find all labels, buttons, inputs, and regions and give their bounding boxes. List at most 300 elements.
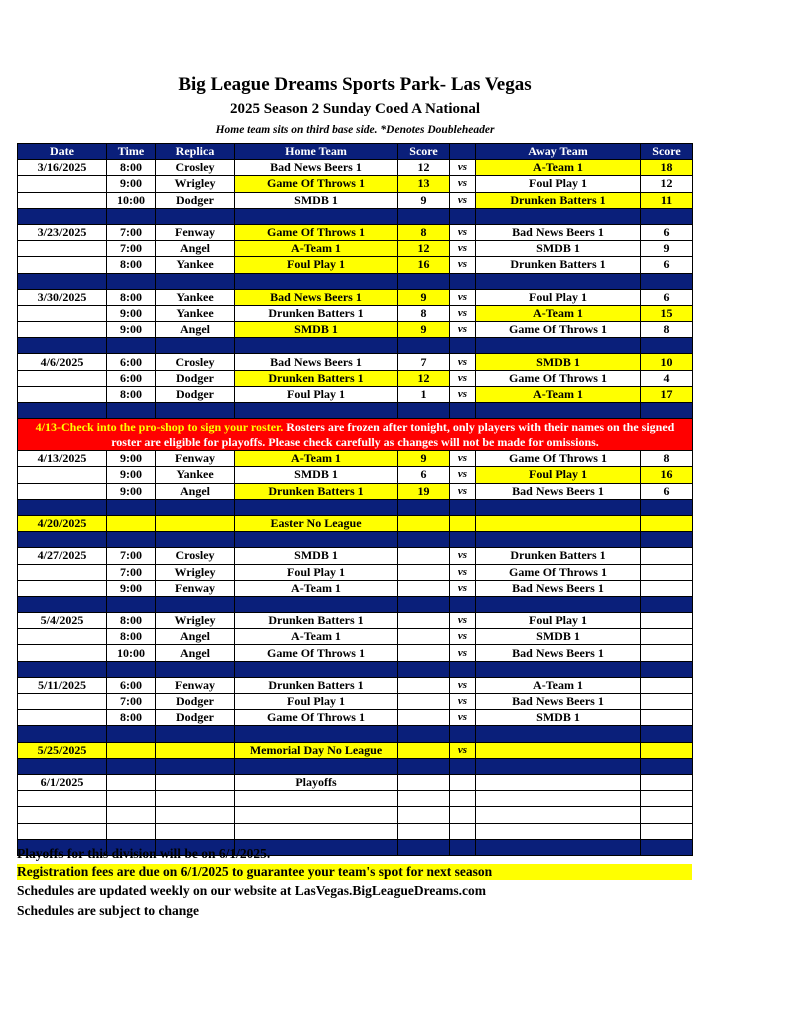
game-row xyxy=(18,483,693,499)
away-score-cell: 10 xyxy=(641,354,693,370)
home-team-cell xyxy=(235,823,398,839)
separator-cell xyxy=(450,758,476,774)
date-cell xyxy=(18,823,107,839)
away-team-cell: Bad News Beers 1 xyxy=(476,645,641,661)
time-cell: 8:00 xyxy=(107,257,156,273)
game-row xyxy=(18,289,693,305)
separator-cell xyxy=(107,758,156,774)
date-cell: 5/25/2025 xyxy=(18,742,107,758)
away-team-cell: A-Team 1 xyxy=(476,160,641,176)
time-cell: 10:00 xyxy=(107,192,156,208)
away-score-cell: 6 xyxy=(641,289,693,305)
away-score-cell: 4 xyxy=(641,370,693,386)
separator-cell xyxy=(476,839,641,855)
date-cell: 4/6/2025 xyxy=(18,354,107,370)
separator-cell xyxy=(398,338,450,354)
schedule-table xyxy=(17,143,693,856)
time-cell: 9:00 xyxy=(107,467,156,483)
away-team-cell: Foul Play 1 xyxy=(476,176,641,192)
separator-cell xyxy=(156,596,235,612)
away-team-cell: Drunken Batters 1 xyxy=(476,548,641,564)
away-score-cell xyxy=(641,791,693,807)
week-separator-row xyxy=(18,403,693,419)
week-separator-row xyxy=(18,758,693,774)
away-team-cell: Game Of Throws 1 xyxy=(476,451,641,467)
home-score-cell: 19 xyxy=(398,483,450,499)
seating-note: Home team sits on third base side. *Denotes Doubleheader xyxy=(215,124,495,136)
replica-cell: Fenway xyxy=(156,677,235,693)
col-header-time: Time xyxy=(107,144,156,160)
separator-cell xyxy=(398,532,450,548)
away-team-cell: SMDB 1 xyxy=(476,241,641,257)
home-team-cell: Drunken Batters 1 xyxy=(235,677,398,693)
replica-cell: Fenway xyxy=(156,451,235,467)
game-row xyxy=(18,807,693,823)
col-header-vs xyxy=(450,144,476,160)
game-row xyxy=(18,645,693,661)
game-row xyxy=(18,467,693,483)
away-score-cell: 6 xyxy=(641,224,693,240)
separator-cell xyxy=(641,338,693,354)
home-score-cell xyxy=(398,710,450,726)
home-team-cell: Drunken Batters 1 xyxy=(235,305,398,321)
vs-cell: vs xyxy=(450,176,476,192)
game-row xyxy=(18,629,693,645)
date-cell xyxy=(18,176,107,192)
separator-cell xyxy=(641,726,693,742)
week-separator-row xyxy=(18,532,693,548)
separator-cell xyxy=(18,208,107,224)
replica-cell: Fenway xyxy=(156,580,235,596)
away-team-cell: SMDB 1 xyxy=(476,710,641,726)
vs-cell: vs xyxy=(450,694,476,710)
vs-cell: vs xyxy=(450,645,476,661)
home-score-cell: 8 xyxy=(398,305,450,321)
separator-cell xyxy=(107,338,156,354)
vs-cell: vs xyxy=(450,467,476,483)
home-team-cell: SMDB 1 xyxy=(235,467,398,483)
separator-cell xyxy=(235,403,398,419)
separator-cell xyxy=(235,499,398,515)
date-cell xyxy=(18,370,107,386)
home-team-cell xyxy=(235,791,398,807)
separator-cell xyxy=(18,661,107,677)
separator-cell xyxy=(156,403,235,419)
replica-cell: Dodger xyxy=(156,370,235,386)
game-row xyxy=(18,192,693,208)
home-score-cell: 9 xyxy=(398,322,450,338)
away-score-cell xyxy=(641,580,693,596)
separator-cell xyxy=(235,273,398,289)
week-separator-row xyxy=(18,208,693,224)
week-separator-row xyxy=(18,661,693,677)
game-row xyxy=(18,370,693,386)
away-score-cell: 9 xyxy=(641,241,693,257)
date-cell xyxy=(18,322,107,338)
home-score-cell: 12 xyxy=(398,241,450,257)
away-score-cell: 8 xyxy=(641,322,693,338)
time-cell xyxy=(107,823,156,839)
home-team-cell: SMDB 1 xyxy=(235,548,398,564)
vs-cell: vs xyxy=(450,305,476,321)
home-team-cell: SMDB 1 xyxy=(235,192,398,208)
home-score-cell: 12 xyxy=(398,160,450,176)
time-cell: 7:00 xyxy=(107,548,156,564)
home-score-cell xyxy=(398,629,450,645)
away-team-cell: Bad News Beers 1 xyxy=(476,694,641,710)
replica-cell: Crosley xyxy=(156,160,235,176)
home-team-cell: Bad News Beers 1 xyxy=(235,289,398,305)
separator-cell xyxy=(18,403,107,419)
game-row xyxy=(18,613,693,629)
away-score-cell xyxy=(641,515,693,531)
home-team-cell: A-Team 1 xyxy=(235,629,398,645)
replica-cell: Dodger xyxy=(156,192,235,208)
separator-cell xyxy=(398,499,450,515)
away-team-cell: Game Of Throws 1 xyxy=(476,564,641,580)
time-cell: 8:00 xyxy=(107,710,156,726)
date-cell xyxy=(18,580,107,596)
game-row xyxy=(18,548,693,564)
replica-cell: Wrigley xyxy=(156,564,235,580)
separator-cell xyxy=(641,208,693,224)
home-score-cell xyxy=(398,515,450,531)
date-cell xyxy=(18,305,107,321)
separator-cell xyxy=(398,596,450,612)
playoffs-note: Playoffs for this division will be on 6/1/2025. xyxy=(17,846,271,861)
home-score-cell xyxy=(398,580,450,596)
time-cell xyxy=(107,807,156,823)
separator-cell xyxy=(398,208,450,224)
date-cell xyxy=(18,645,107,661)
page-subtitle: 2025 Season 2 Sunday Coed A National xyxy=(229,101,481,117)
col-header-away-score: Score xyxy=(641,144,693,160)
separator-cell xyxy=(450,839,476,855)
home-team-cell: Game Of Throws 1 xyxy=(235,176,398,192)
week-separator-row xyxy=(18,338,693,354)
time-cell: 7:00 xyxy=(107,224,156,240)
website-note: Schedules are updated weekly on our website at LasVegas.BigLeagueDreams.com xyxy=(17,883,487,898)
away-score-cell xyxy=(641,694,693,710)
game-row xyxy=(18,257,693,273)
separator-cell xyxy=(156,532,235,548)
roster-notice xyxy=(18,419,693,451)
home-score-cell: 9 xyxy=(398,192,450,208)
date-cell xyxy=(18,710,107,726)
separator-cell xyxy=(450,273,476,289)
time-cell: 6:00 xyxy=(107,354,156,370)
separator-cell xyxy=(107,726,156,742)
change-note: Schedules are subject to change xyxy=(17,903,199,918)
special-day-row xyxy=(18,742,693,758)
registration-note: Registration fees are due on 6/1/2025 to guarantee your team's spot for next season xyxy=(17,864,692,880)
replica-cell xyxy=(156,791,235,807)
separator-cell xyxy=(235,532,398,548)
home-team-cell: Playoffs xyxy=(235,774,398,790)
separator-cell xyxy=(398,726,450,742)
home-team-cell: A-Team 1 xyxy=(235,451,398,467)
away-team-cell xyxy=(476,823,641,839)
vs-cell xyxy=(450,807,476,823)
away-score-cell: 11 xyxy=(641,192,693,208)
date-cell xyxy=(18,564,107,580)
date-cell xyxy=(18,241,107,257)
separator-cell xyxy=(18,273,107,289)
col-header-home-score: Score xyxy=(398,144,450,160)
separator-cell xyxy=(18,532,107,548)
vs-cell: vs xyxy=(450,257,476,273)
separator-cell xyxy=(450,661,476,677)
time-cell: 8:00 xyxy=(107,160,156,176)
home-score-cell: 9 xyxy=(398,451,450,467)
vs-cell: vs xyxy=(450,386,476,402)
away-team-cell: SMDB 1 xyxy=(476,354,641,370)
home-team-cell: Bad News Beers 1 xyxy=(235,160,398,176)
home-score-cell: 8 xyxy=(398,224,450,240)
away-score-cell xyxy=(641,710,693,726)
home-score-cell: 1 xyxy=(398,386,450,402)
vs-cell: vs xyxy=(450,354,476,370)
game-row xyxy=(18,451,693,467)
vs-cell xyxy=(450,774,476,790)
time-cell: 8:00 xyxy=(107,629,156,645)
vs-cell: vs xyxy=(450,160,476,176)
date-cell xyxy=(18,483,107,499)
time-cell: 8:00 xyxy=(107,386,156,402)
separator-cell xyxy=(398,661,450,677)
separator-cell xyxy=(641,661,693,677)
table-header-row xyxy=(18,144,693,160)
away-score-cell xyxy=(641,677,693,693)
separator-cell xyxy=(476,338,641,354)
replica-cell: Crosley xyxy=(156,354,235,370)
replica-cell: Angel xyxy=(156,629,235,645)
replica-cell: Yankee xyxy=(156,257,235,273)
home-score-cell xyxy=(398,823,450,839)
time-cell: 9:00 xyxy=(107,322,156,338)
vs-cell: vs xyxy=(450,629,476,645)
col-header-home-team: Home Team xyxy=(235,144,398,160)
home-team-cell: SMDB 1 xyxy=(235,322,398,338)
home-score-cell: 7 xyxy=(398,354,450,370)
vs-cell: vs xyxy=(450,548,476,564)
date-cell xyxy=(18,257,107,273)
date-cell xyxy=(18,791,107,807)
home-score-cell: 16 xyxy=(398,257,450,273)
away-team-cell xyxy=(476,515,641,531)
away-score-cell xyxy=(641,807,693,823)
separator-cell xyxy=(18,499,107,515)
separator-cell xyxy=(398,403,450,419)
home-score-cell: 12 xyxy=(398,370,450,386)
away-score-cell: 17 xyxy=(641,386,693,402)
separator-cell xyxy=(235,208,398,224)
separator-cell xyxy=(235,661,398,677)
vs-cell: vs xyxy=(450,613,476,629)
replica-cell xyxy=(156,823,235,839)
away-score-cell xyxy=(641,823,693,839)
home-team-cell: Game Of Throws 1 xyxy=(235,710,398,726)
col-header-date: Date xyxy=(18,144,107,160)
separator-cell xyxy=(156,661,235,677)
separator-cell xyxy=(107,596,156,612)
away-score-cell xyxy=(641,645,693,661)
home-team-cell: A-Team 1 xyxy=(235,580,398,596)
vs-cell: vs xyxy=(450,451,476,467)
date-cell: 3/23/2025 xyxy=(18,224,107,240)
separator-cell xyxy=(641,403,693,419)
replica-cell: Wrigley xyxy=(156,176,235,192)
separator-cell xyxy=(107,208,156,224)
time-cell: 9:00 xyxy=(107,176,156,192)
game-row xyxy=(18,354,693,370)
away-score-cell xyxy=(641,742,693,758)
vs-cell: vs xyxy=(450,241,476,257)
away-team-cell xyxy=(476,807,641,823)
replica-cell: Crosley xyxy=(156,548,235,564)
date-cell: 4/27/2025 xyxy=(18,548,107,564)
replica-cell: Yankee xyxy=(156,467,235,483)
away-team-cell: SMDB 1 xyxy=(476,629,641,645)
date-cell: 5/4/2025 xyxy=(18,613,107,629)
home-score-cell: 13 xyxy=(398,176,450,192)
away-team-cell: A-Team 1 xyxy=(476,305,641,321)
time-cell: 9:00 xyxy=(107,305,156,321)
away-team-cell xyxy=(476,742,641,758)
time-cell: 6:00 xyxy=(107,370,156,386)
separator-cell xyxy=(476,208,641,224)
separator-cell xyxy=(156,338,235,354)
replica-cell: Angel xyxy=(156,322,235,338)
vs-cell: vs xyxy=(450,370,476,386)
week-separator-row xyxy=(18,273,693,289)
time-cell: 8:00 xyxy=(107,613,156,629)
separator-cell xyxy=(107,499,156,515)
separator-cell xyxy=(398,273,450,289)
roster-notice-lead: 4/13- xyxy=(35,419,61,434)
special-day-row xyxy=(18,515,693,531)
time-cell: 6:00 xyxy=(107,677,156,693)
replica-cell: Angel xyxy=(156,483,235,499)
replica-cell: Wrigley xyxy=(156,613,235,629)
home-team-cell xyxy=(235,807,398,823)
separator-cell xyxy=(18,596,107,612)
vs-cell: vs xyxy=(450,289,476,305)
date-cell: 3/16/2025 xyxy=(18,160,107,176)
home-team-cell: Foul Play 1 xyxy=(235,564,398,580)
game-row xyxy=(18,386,693,402)
home-score-cell xyxy=(398,564,450,580)
time-cell: 10:00 xyxy=(107,645,156,661)
away-team-cell: Bad News Beers 1 xyxy=(476,580,641,596)
time-cell: 9:00 xyxy=(107,580,156,596)
away-team-cell: A-Team 1 xyxy=(476,386,641,402)
separator-cell xyxy=(476,596,641,612)
separator-cell xyxy=(107,532,156,548)
schedule-body xyxy=(18,160,693,856)
home-score-cell xyxy=(398,613,450,629)
home-score-cell xyxy=(398,807,450,823)
away-team-cell: Foul Play 1 xyxy=(476,289,641,305)
time-cell: 9:00 xyxy=(107,451,156,467)
time-cell: 7:00 xyxy=(107,241,156,257)
separator-cell xyxy=(641,758,693,774)
home-team-cell: Drunken Batters 1 xyxy=(235,483,398,499)
date-cell: 6/1/2025 xyxy=(18,774,107,790)
away-score-cell: 6 xyxy=(641,257,693,273)
time-cell xyxy=(107,774,156,790)
time-cell: 7:00 xyxy=(107,564,156,580)
game-row xyxy=(18,176,693,192)
separator-cell xyxy=(156,499,235,515)
away-score-cell xyxy=(641,548,693,564)
date-cell xyxy=(18,694,107,710)
date-cell: 4/20/2025 xyxy=(18,515,107,531)
vs-cell: vs xyxy=(450,224,476,240)
separator-cell xyxy=(398,839,450,855)
vs-cell: vs xyxy=(450,564,476,580)
away-score-cell xyxy=(641,613,693,629)
away-score-cell: 6 xyxy=(641,483,693,499)
game-row xyxy=(18,694,693,710)
separator-cell xyxy=(398,758,450,774)
replica-cell xyxy=(156,515,235,531)
away-team-cell xyxy=(476,791,641,807)
replica-cell: Dodger xyxy=(156,386,235,402)
away-score-cell: 16 xyxy=(641,467,693,483)
separator-cell xyxy=(156,273,235,289)
vs-cell: vs xyxy=(450,483,476,499)
time-cell xyxy=(107,791,156,807)
vs-cell xyxy=(450,515,476,531)
game-row xyxy=(18,774,693,790)
away-team-cell: Drunken Batters 1 xyxy=(476,257,641,273)
separator-cell xyxy=(450,499,476,515)
game-row xyxy=(18,241,693,257)
special-day-label: Easter No League xyxy=(235,515,398,531)
replica-cell xyxy=(156,807,235,823)
home-team-cell: Foul Play 1 xyxy=(235,257,398,273)
separator-cell xyxy=(107,661,156,677)
separator-cell xyxy=(476,273,641,289)
week-separator-row xyxy=(18,499,693,515)
home-score-cell xyxy=(398,694,450,710)
away-team-cell: Game Of Throws 1 xyxy=(476,322,641,338)
replica-cell: Dodger xyxy=(156,694,235,710)
game-row xyxy=(18,791,693,807)
date-cell xyxy=(18,467,107,483)
vs-cell: vs xyxy=(450,742,476,758)
date-cell xyxy=(18,192,107,208)
home-team-cell: Game Of Throws 1 xyxy=(235,645,398,661)
date-cell: 4/13/2025 xyxy=(18,451,107,467)
replica-cell: Angel xyxy=(156,645,235,661)
replica-cell: Yankee xyxy=(156,305,235,321)
vs-cell: vs xyxy=(450,580,476,596)
separator-cell xyxy=(156,758,235,774)
home-score-cell xyxy=(398,791,450,807)
home-team-cell: Game Of Throws 1 xyxy=(235,224,398,240)
separator-cell xyxy=(641,596,693,612)
away-team-cell: A-Team 1 xyxy=(476,677,641,693)
game-row xyxy=(18,160,693,176)
separator-cell xyxy=(156,726,235,742)
date-cell: 3/30/2025 xyxy=(18,289,107,305)
time-cell: 9:00 xyxy=(107,483,156,499)
away-team-cell: Foul Play 1 xyxy=(476,467,641,483)
home-score-cell xyxy=(398,774,450,790)
time-cell: 7:00 xyxy=(107,694,156,710)
